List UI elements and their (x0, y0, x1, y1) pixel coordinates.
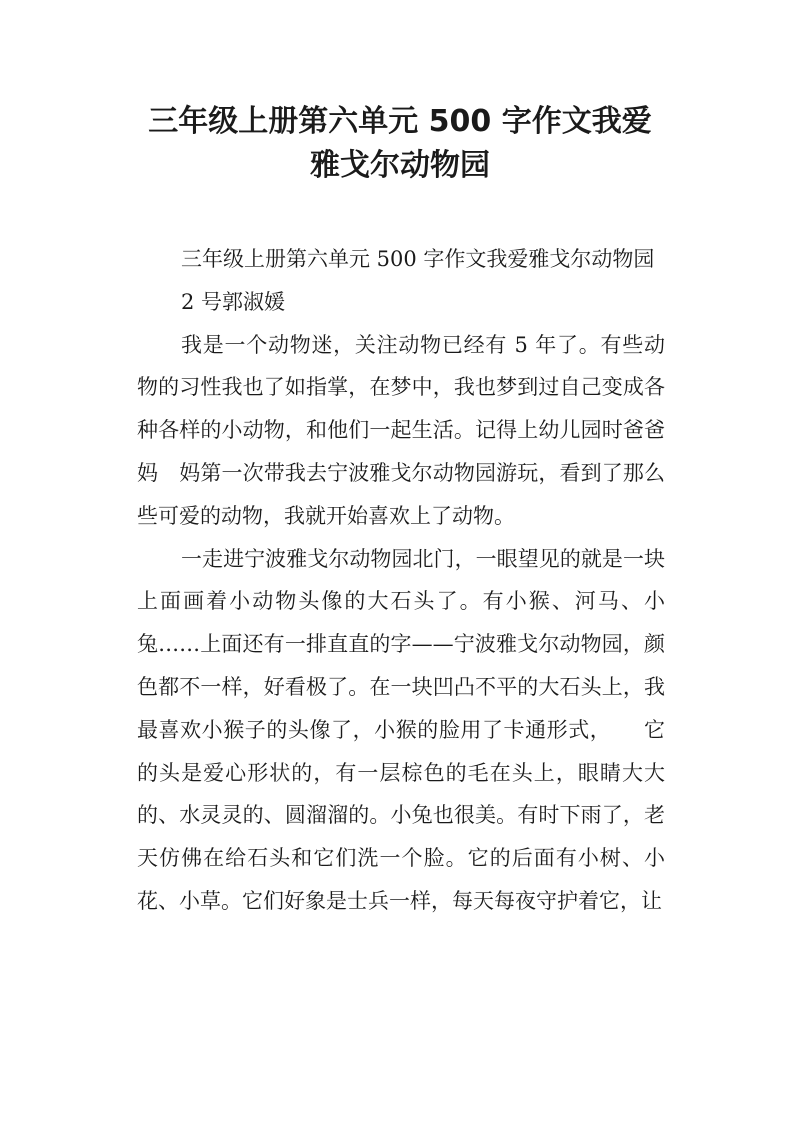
subtitle-paragraph: 三年级上册第六单元 500 字作文我爱雅戈尔动物园 (181, 247, 655, 271)
body-paragraph: 我是一个动物迷，关注动物已经有 5 年了。有些动物的习性我也了如指掌，在梦中，我也梦到过自己变成各种各样的小动物，和他们一起生活。记得上幼儿园时爸爸妈 妈第一次带我去宁波雅戈尔动物园游玩，看到了那么些可爱的动物，我就开始喜欢上了动物。 (137, 332, 665, 528)
body-paragraph: 一走进宁波雅戈尔动物园北门，一眼望见的就是一块上面画着小动物头像的大石头了。有小猴、河马、小兔……上面还有一排直直的字——宁波雅戈尔动物园，颜色都不一样，好看极了。在一块凹凸不平的大石头上，我最喜欢小猴子的头像了，小猴的脸用了卡通形式， 它的头是爱心形状的，有一层棕色的毛在头上，眼睛大大的、水灵灵的、圆溜溜的。小兔也很美。有时下雨了，老天仿佛在给石头和它们洗一个脸。它的后面有小树、小花、小草。它们好象是士兵一样，每天每夜守护着它，让 (137, 546, 665, 913)
title-line-1: 三年级上册第六单元 500 字作文我爱 (148, 104, 652, 139)
document-body (137, 238, 665, 923)
document-title (120, 100, 680, 188)
title-line-2: 雅戈尔动物园 (310, 148, 490, 183)
author-line: 2 号郭淑媛 (181, 289, 286, 314)
